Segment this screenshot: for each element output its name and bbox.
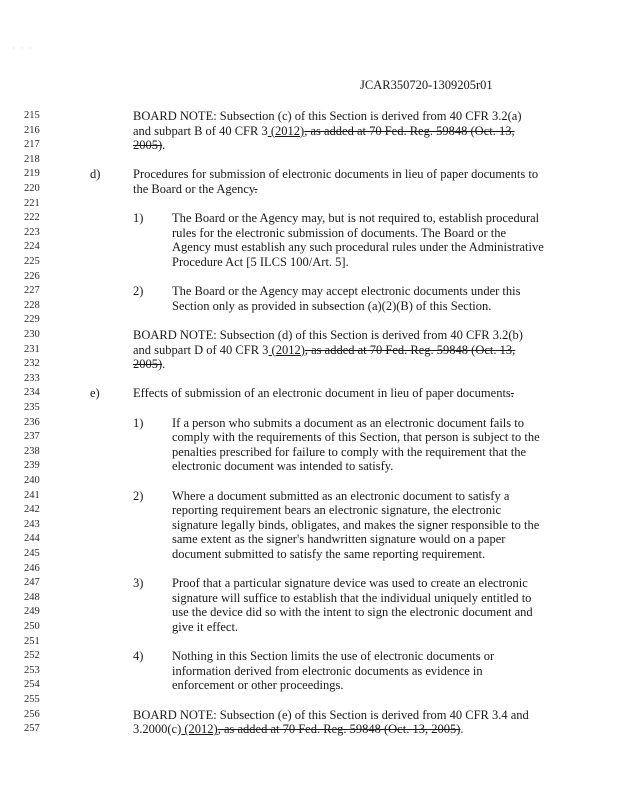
text-segment: e) (90, 386, 100, 401)
text-line (172, 459, 393, 473)
text-segment: reporting requirement bears an electronic signature, the electronic (172, 503, 502, 518)
struck-text: 2005) (133, 138, 163, 153)
text-line (172, 489, 509, 503)
text-line (172, 518, 539, 532)
line-number: 216 (24, 124, 40, 136)
text-segment: BOARD NOTE: Subsection (e) of this Section is derived from 40 CFR 3.4 and (133, 707, 529, 722)
line-number: 220 (24, 183, 40, 194)
line-number: 229 (24, 314, 40, 326)
text-line (172, 532, 505, 546)
text-line (172, 299, 491, 313)
line-number: 236 (24, 416, 40, 428)
text-line (172, 678, 343, 692)
text-line (172, 664, 483, 678)
line-number: 242 (24, 504, 40, 516)
text-segment: Procedures for submission of electronic documents in lieu of paper documents to (133, 167, 539, 182)
text-segment: BOARD NOTE: Subsection (d) of this Section is derived from 40 CFR 3.2(b) (133, 328, 523, 342)
text-segment: signature legally binds, obligates, and makes the signer responsible to the (172, 517, 540, 532)
line-number: 257 (24, 723, 40, 735)
line-number: 217 (24, 139, 40, 151)
line-number: 240 (24, 475, 40, 486)
line-number: 231 (24, 343, 40, 355)
text-segment: 3) (133, 576, 144, 591)
text-segment: the Board or the Agency (133, 182, 255, 196)
text-line (133, 386, 514, 400)
text-line (172, 430, 540, 444)
text-segment: and subpart B of 40 CFR 3 (133, 123, 268, 138)
text-line (172, 591, 531, 605)
struck-text: . (510, 386, 514, 401)
struck-text: 2005) (133, 357, 163, 372)
line-number: 230 (24, 329, 40, 340)
text-line (133, 357, 165, 371)
text-line (172, 649, 494, 663)
text-line (90, 386, 100, 400)
text-line (172, 211, 539, 225)
text-line (133, 343, 515, 357)
text-segment: BOARD NOTE: Subsection (c) of this Section is derived from 40 CFR 3.2(a) (133, 109, 522, 123)
text-line (90, 167, 100, 181)
text-line (133, 138, 165, 152)
line-number: 228 (24, 299, 40, 311)
text-line (172, 255, 349, 269)
text-segment: The Board or the Agency may, but is not required to, establish procedural (172, 211, 540, 226)
line-number: 234 (24, 387, 40, 399)
text-line (133, 328, 523, 342)
line-number: 221 (24, 197, 40, 209)
text-line (133, 211, 143, 225)
text-segment: 2) (133, 284, 144, 299)
line-number: 251 (24, 635, 40, 647)
text-segment: Procedure Act [5 ILCS 100/Art. 5]. (172, 255, 349, 269)
inserted-text: (2012) (267, 123, 305, 138)
line-number: 256 (24, 708, 40, 720)
text-line (172, 503, 501, 517)
line-number: 226 (24, 270, 40, 282)
text-segment: Nothing in this Section limits the use of electronic documents or (172, 649, 495, 664)
text-line (172, 445, 526, 459)
text-segment: electronic document was intended to satisfy. (172, 459, 394, 474)
scan-artifact: · · · (12, 44, 34, 53)
line-number: 243 (24, 518, 40, 530)
text-segment: Proof that a particular signature device was used to create an electronic (172, 576, 528, 591)
text-segment: 4) (133, 649, 144, 664)
line-number: 218 (24, 153, 40, 165)
text-segment: signature will suffice to establish that the individual uniquely entitled to (172, 590, 532, 605)
struck-text: , as added at 70 Fed. Reg. 59848 (Oct. 13, (304, 342, 516, 357)
text-line (133, 124, 515, 138)
text-line (172, 620, 238, 634)
struck-text: , as added at 70 Fed. Reg. 59848 (Oct. 13, (304, 123, 515, 138)
text-line (172, 605, 533, 619)
line-number: 235 (24, 402, 40, 413)
text-line (172, 576, 528, 590)
text-line (133, 416, 143, 430)
line-number: 246 (24, 562, 40, 574)
text-segment: . (162, 138, 166, 153)
text-segment: document submitted to satisfy the same reporting requirement. (172, 547, 486, 561)
text-line (172, 416, 524, 430)
line-number: 249 (24, 606, 40, 618)
line-number: 225 (24, 256, 40, 267)
line-number: 222 (24, 212, 40, 224)
text-line (133, 722, 464, 736)
text-segment: If a person who submits a document as an electronic document fails to (172, 415, 524, 430)
text-segment: 1) (133, 211, 144, 226)
line-number: 250 (24, 621, 40, 632)
text-segment: comply with the requirements of this Section, that person is subject to the (172, 430, 540, 445)
text-segment: give it effect. (172, 620, 239, 634)
text-segment: Where a document submitted as an electronic document to satisfy a (172, 488, 510, 503)
document-id: JCAR350720-1309205r01 (360, 78, 493, 92)
line-number: 248 (24, 591, 40, 603)
text-segment: enforcement or other proceedings. (172, 678, 344, 693)
text-line (133, 576, 143, 590)
line-number: 232 (24, 358, 40, 370)
text-segment: 3.2000(c) (133, 722, 182, 737)
text-segment: . (162, 357, 166, 372)
inserted-text: (2012) (181, 722, 218, 737)
struck-text: , as added at 70 Fed. Reg. 59848 (Oct. 13, 2005) (217, 722, 461, 737)
line-number: 223 (24, 226, 40, 238)
line-number: 241 (24, 489, 40, 501)
text-line (172, 226, 506, 240)
line-number: 247 (24, 577, 40, 589)
text-segment: Effects of submission of an electronic document in lieu of paper documents (133, 386, 511, 401)
text-line (133, 109, 522, 123)
text-segment: The Board or the Agency may accept electronic documents under this (172, 284, 521, 299)
line-number: 224 (24, 241, 40, 253)
line-number: 245 (24, 548, 40, 559)
line-number: 254 (24, 679, 40, 691)
text-line (133, 167, 538, 181)
text-line (172, 240, 544, 254)
line-number: 244 (24, 533, 40, 545)
line-number: 238 (24, 445, 40, 457)
text-segment: information derived from electronic documents as evidence in (172, 663, 483, 678)
line-number: 239 (24, 460, 40, 472)
line-number: 227 (24, 285, 40, 297)
text-segment: rules for the electronic submission of documents. The Board or the (172, 225, 507, 240)
text-line (133, 284, 143, 298)
text-segment: 1) (133, 415, 144, 430)
text-segment: use the device did so with the intent to sign the electronic document and (172, 605, 533, 620)
text-line (172, 547, 485, 561)
text-segment: penalties prescribed for failure to comply with the requirement that the (172, 444, 527, 459)
struck-text: . (254, 182, 258, 196)
text-segment: Section only as provided in subsection (a)(2)(B) of this Section. (172, 298, 492, 313)
line-number: 255 (24, 694, 40, 705)
inserted-text: (2012) (268, 342, 305, 357)
text-segment: . (460, 722, 464, 737)
text-line (133, 489, 143, 503)
text-line (133, 708, 529, 722)
text-segment: and subpart D of 40 CFR 3 (133, 342, 269, 357)
text-segment: same extent as the signer's handwritten signature would on a paper (172, 532, 506, 547)
text-segment: 2) (133, 488, 144, 503)
line-number: 252 (24, 650, 40, 662)
text-segment: Agency must establish any such procedural rules under the Administrative (172, 240, 544, 255)
line-number: 233 (24, 372, 40, 384)
line-number: 253 (24, 664, 40, 676)
text-line (133, 649, 143, 663)
text-line (172, 284, 521, 298)
line-number: 237 (24, 431, 40, 443)
line-number: 215 (24, 110, 40, 121)
line-number: 219 (24, 168, 40, 180)
text-segment: d) (90, 167, 101, 182)
text-line (133, 182, 258, 196)
